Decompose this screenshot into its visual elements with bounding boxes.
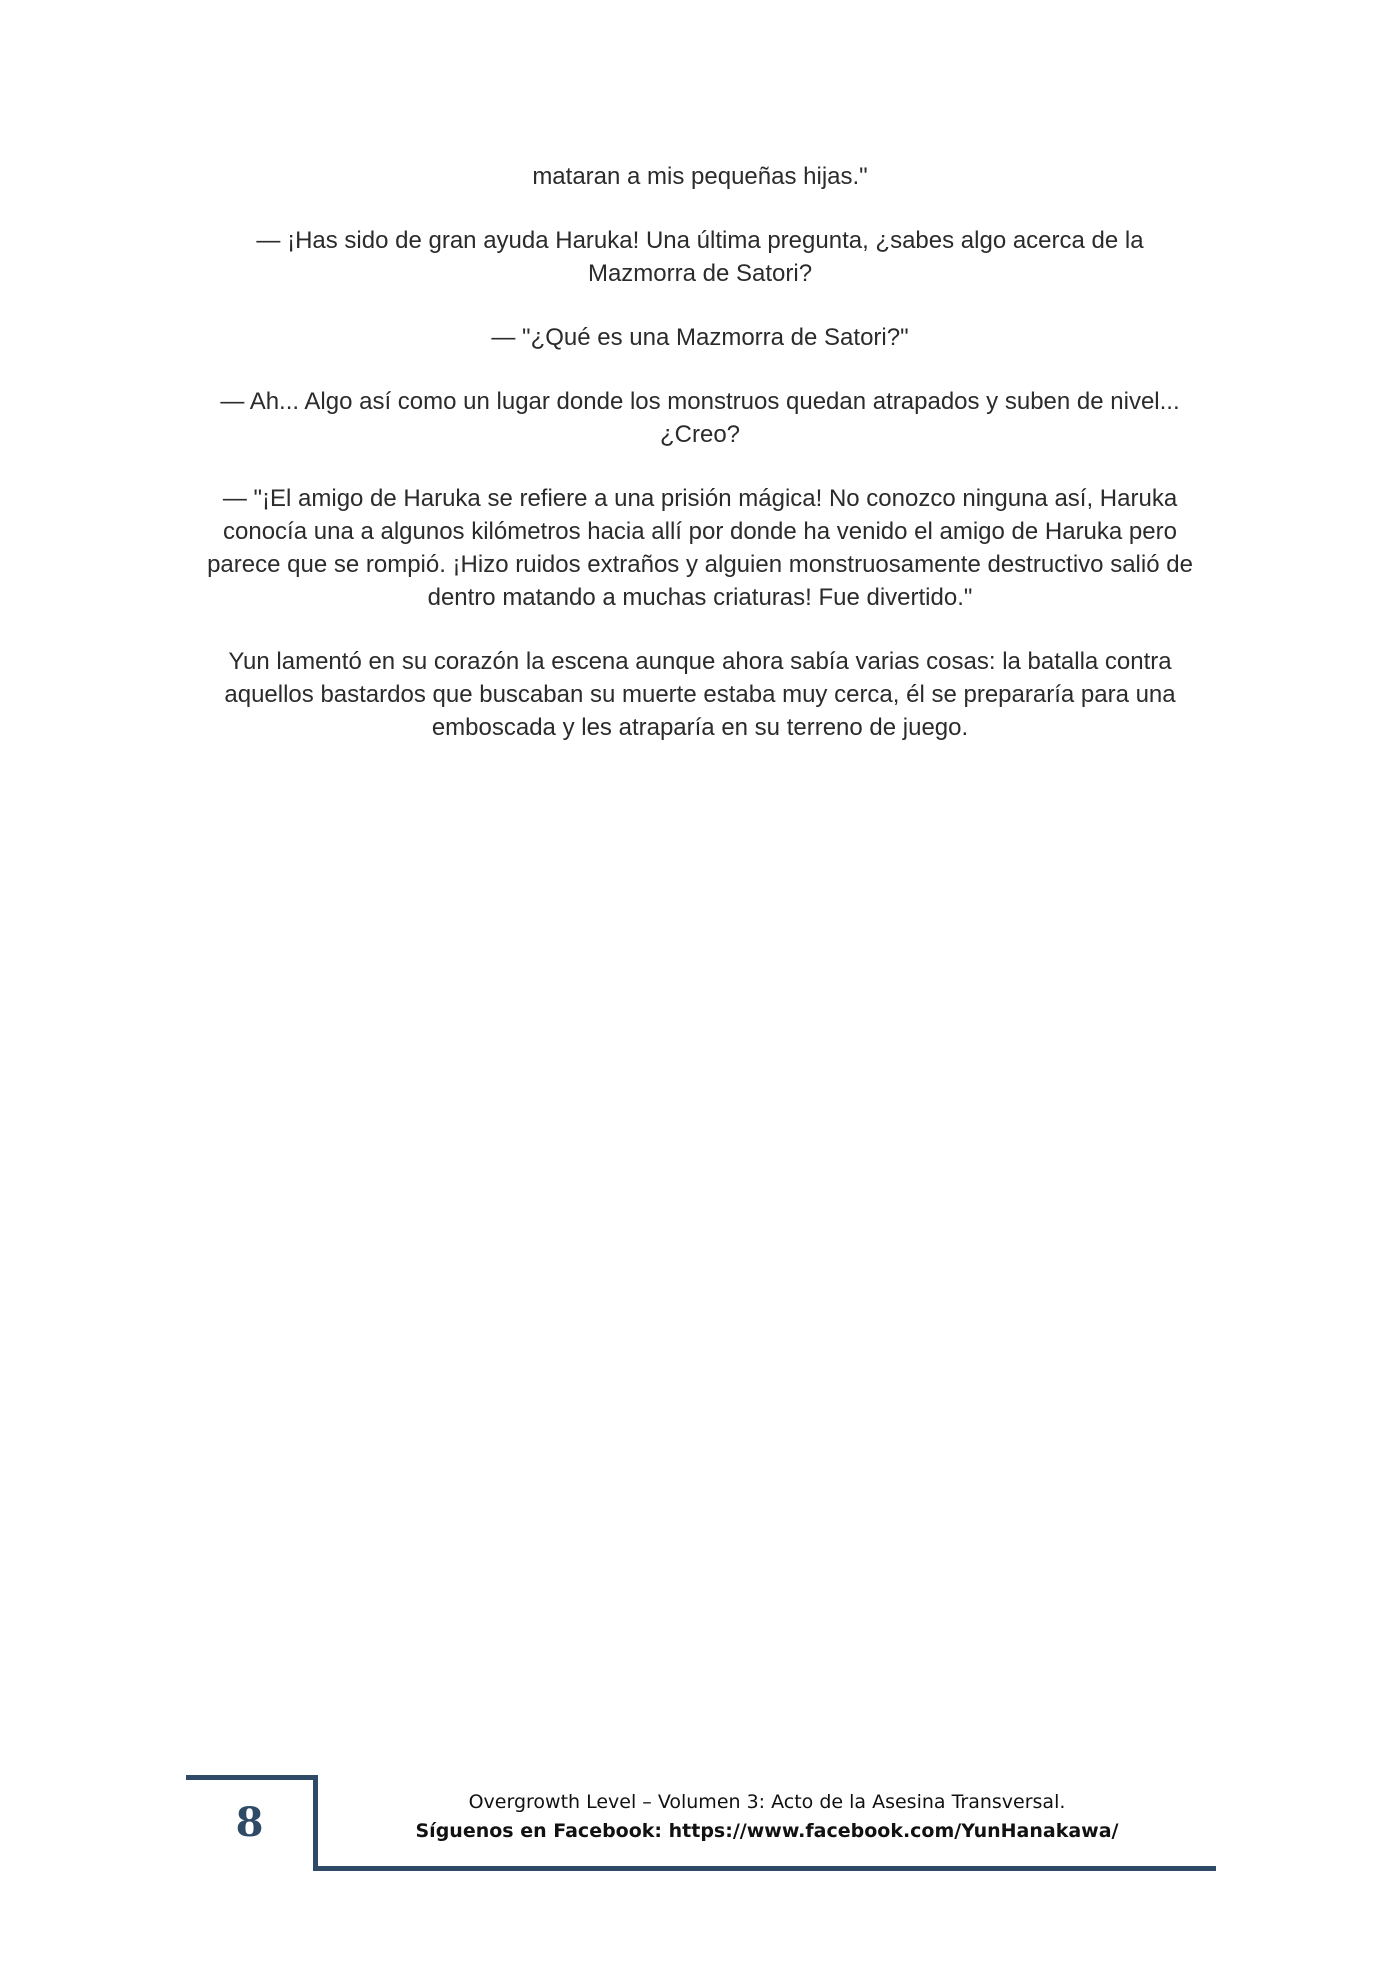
footer-bottom-rule [313,1866,1216,1871]
paragraph: — "¿Qué es una Mazmorra de Satori?" [491,324,909,351]
paragraph: — Ah... Algo así como un lugar donde los monstruos quedan atrapados y suben de nivel... ¿Creo? [220,388,1180,448]
paragraph: — ¡Has sido de gran ayuda Haruka! Una última pregunta, ¿sabes algo acerca de la Mazmorra de Satori? [256,227,1144,287]
footer-top-rule [186,1775,318,1780]
footer-facebook-link[interactable]: Síguenos en Facebook: https://www.facebook.com/YunHanakawa/ [415,1820,1119,1842]
footer-text [318,1788,1216,1846]
paragraph: — "¡El amigo de Haruka se refiere a una prisión mágica! No conozco ninguna así, Haruka conocía una a algunos kilómetros hacia allí por donde ha venido el amigo de Haruka pero parece que se rompió. ¡Hizo ruidos extraños y alguien monstruosamente destructivo salió de dentro matando a muchas criaturas! Fue divertido." [207,485,1193,611]
paragraph: mataran a mis pequeñas hijas." [532,163,868,190]
paragraph: Yun lamentó en su corazón la escena aunque ahora sabía varias cosas: la batalla contra aquellos bastardos que buscaban su muerte estaba muy cerca, él se prepararía para una emboscada y les atraparía en su terreno de juego. [224,648,1176,741]
footer-book-title: Overgrowth Level – Volumen 3: Acto de la Asesina Transversal. [468,1791,1066,1813]
page-number: 8 [235,1799,264,1846]
page-body [200,160,1200,775]
page-footer [186,1775,1216,1875]
